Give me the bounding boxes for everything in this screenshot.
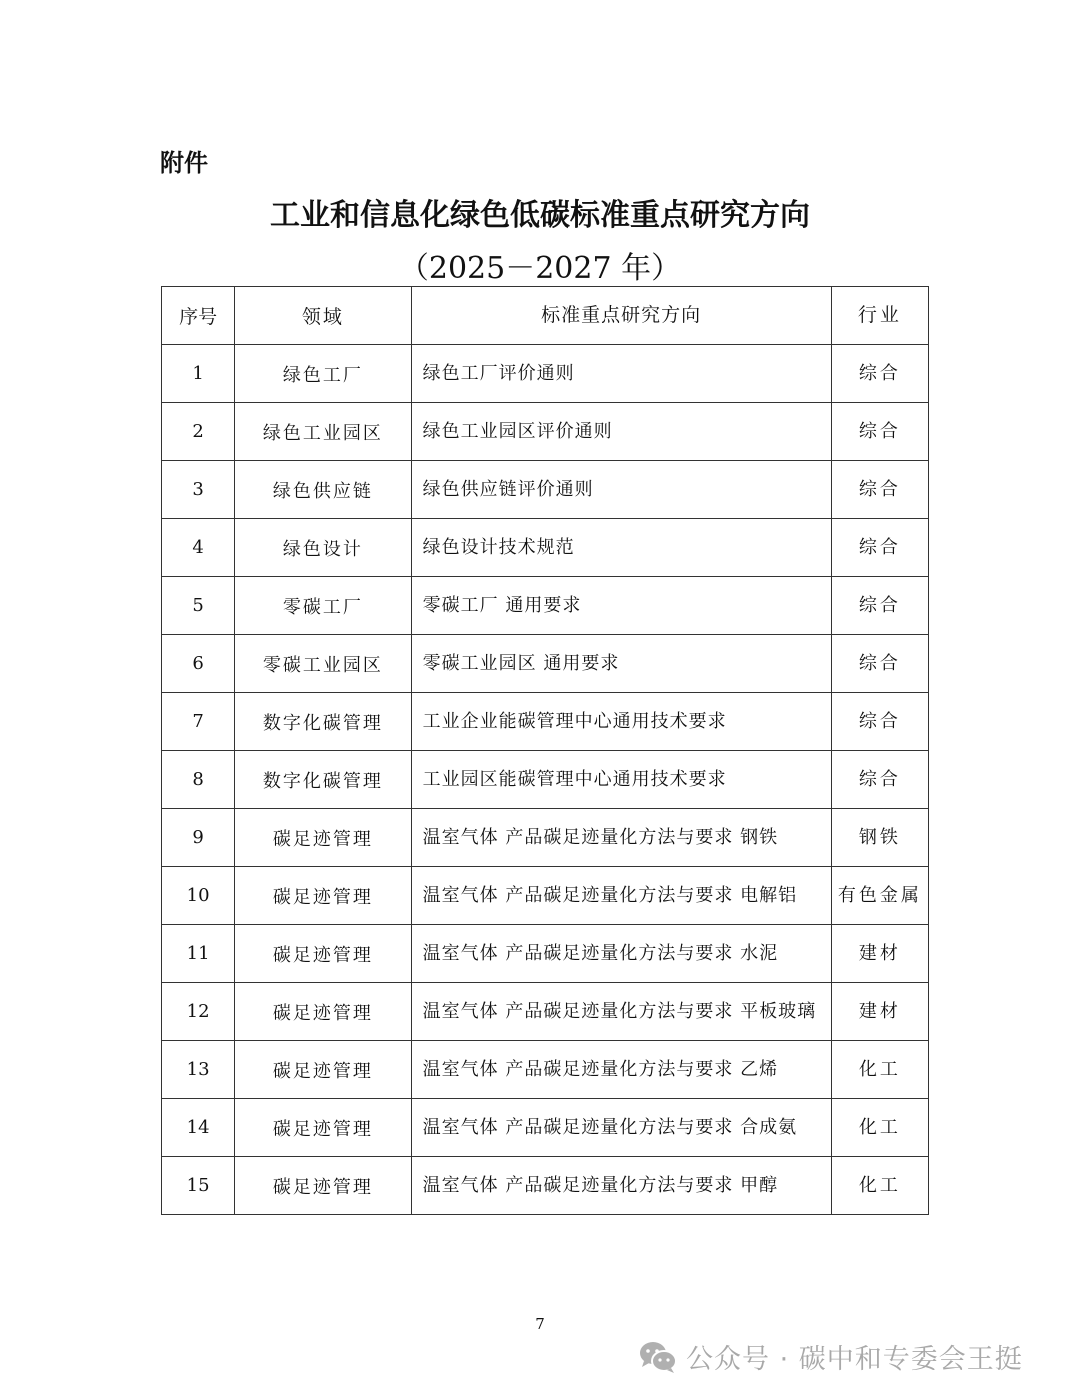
table-row	[162, 867, 929, 925]
page-number: 7	[535, 1315, 545, 1333]
table-row	[162, 1157, 929, 1215]
row-industry: 化工	[831, 1099, 928, 1157]
document-title: 工业和信息化绿色低碳标准重点研究方向	[270, 198, 810, 233]
table-row	[162, 345, 929, 403]
row-index: 1	[162, 345, 235, 403]
row-index: 3	[162, 461, 235, 519]
row-index: 13	[162, 1041, 235, 1099]
row-direction: 零碳工厂 通用要求	[411, 577, 831, 635]
table-row	[162, 519, 929, 577]
row-index: 15	[162, 1157, 235, 1215]
row-index: 10	[162, 867, 235, 925]
row-index: 9	[162, 809, 235, 867]
row-direction: 温室气体 产品碳足迹量化方法与要求 甲醇	[411, 1157, 831, 1215]
row-field: 绿色供应链	[235, 461, 411, 519]
row-industry: 钢铁	[831, 809, 928, 867]
header-direction: 标准重点研究方向	[411, 287, 831, 345]
row-index: 5	[162, 577, 235, 635]
row-index: 4	[162, 519, 235, 577]
row-industry: 综合	[831, 693, 928, 751]
row-field: 碳足迹管理	[235, 809, 411, 867]
row-index: 8	[162, 751, 235, 809]
row-field: 零碳工厂	[235, 577, 411, 635]
table-row	[162, 983, 929, 1041]
row-field: 碳足迹管理	[235, 983, 411, 1041]
wechat-icon	[638, 1340, 678, 1374]
row-field: 绿色工业园区	[235, 403, 411, 461]
row-industry: 综合	[831, 345, 928, 403]
table-row	[162, 403, 929, 461]
table-row	[162, 635, 929, 693]
header-industry: 行业	[831, 287, 928, 345]
table-row	[162, 925, 929, 983]
row-industry: 综合	[831, 635, 928, 693]
row-industry: 化工	[831, 1157, 928, 1215]
row-industry: 综合	[831, 751, 928, 809]
row-industry: 综合	[831, 577, 928, 635]
row-direction: 工业企业能碳管理中心通用技术要求	[411, 693, 831, 751]
table-row	[162, 693, 929, 751]
watermark-text: 公众号 · 碳中和专委会王挺	[686, 1344, 1023, 1375]
watermark	[638, 1337, 1023, 1376]
row-industry: 有色金属	[831, 867, 928, 925]
header-index: 序号	[162, 287, 235, 345]
row-field: 碳足迹管理	[235, 1099, 411, 1157]
table-row	[162, 461, 929, 519]
row-direction: 零碳工业园区 通用要求	[411, 635, 831, 693]
row-direction: 温室气体 产品碳足迹量化方法与要求 电解铝	[411, 867, 831, 925]
table-row	[162, 1041, 929, 1099]
row-direction: 温室气体 产品碳足迹量化方法与要求 钢铁	[411, 809, 831, 867]
row-field: 数字化碳管理	[235, 693, 411, 751]
row-direction: 绿色工业园区评价通则	[411, 403, 831, 461]
research-directions-table	[161, 286, 929, 1215]
row-index: 11	[162, 925, 235, 983]
row-direction: 温室气体 产品碳足迹量化方法与要求 水泥	[411, 925, 831, 983]
row-field: 碳足迹管理	[235, 925, 411, 983]
row-direction: 绿色工厂评价通则	[411, 345, 831, 403]
row-direction: 绿色设计技术规范	[411, 519, 831, 577]
row-direction: 工业园区能碳管理中心通用技术要求	[411, 751, 831, 809]
row-index: 6	[162, 635, 235, 693]
row-industry: 建材	[831, 925, 928, 983]
table-header-row	[162, 287, 929, 345]
row-field: 绿色工厂	[235, 345, 411, 403]
table-row	[162, 809, 929, 867]
row-field: 碳足迹管理	[235, 1157, 411, 1215]
row-direction: 绿色供应链评价通则	[411, 461, 831, 519]
table-row	[162, 751, 929, 809]
document-subtitle: （2025－2027 年）	[398, 251, 682, 286]
table-row	[162, 1099, 929, 1157]
row-industry: 综合	[831, 461, 928, 519]
row-field: 数字化碳管理	[235, 751, 411, 809]
row-industry: 化工	[831, 1041, 928, 1099]
row-field: 零碳工业园区	[235, 635, 411, 693]
row-direction: 温室气体 产品碳足迹量化方法与要求 平板玻璃	[411, 983, 831, 1041]
row-index: 2	[162, 403, 235, 461]
row-field: 碳足迹管理	[235, 867, 411, 925]
row-field: 绿色设计	[235, 519, 411, 577]
header-field: 领域	[235, 287, 411, 345]
row-direction: 温室气体 产品碳足迹量化方法与要求 乙烯	[411, 1041, 831, 1099]
table-row	[162, 577, 929, 635]
row-index: 7	[162, 693, 235, 751]
row-industry: 综合	[831, 403, 928, 461]
row-index: 14	[162, 1099, 235, 1157]
attachment-label: 附件	[160, 149, 208, 177]
row-direction: 温室气体 产品碳足迹量化方法与要求 合成氨	[411, 1099, 831, 1157]
row-industry: 建材	[831, 983, 928, 1041]
row-industry: 综合	[831, 519, 928, 577]
row-field: 碳足迹管理	[235, 1041, 411, 1099]
row-index: 12	[162, 983, 235, 1041]
